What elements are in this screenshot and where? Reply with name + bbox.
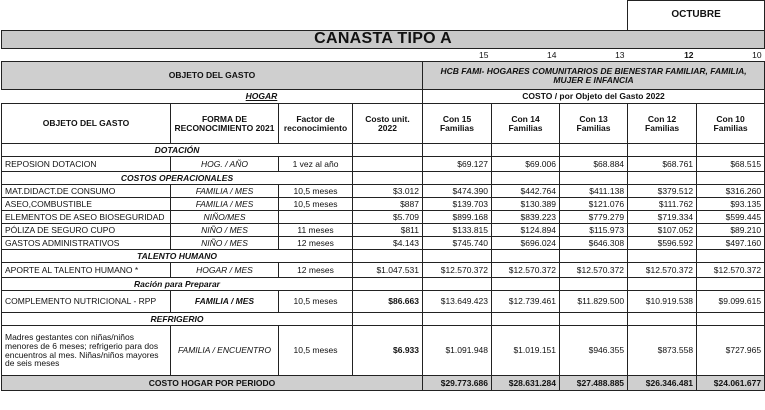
row-value: $12.570.372 <box>492 263 560 278</box>
section-title: COSTOS OPERACIONALES <box>2 172 353 185</box>
row-value: $121.076 <box>560 198 628 211</box>
table-row <box>2 211 765 224</box>
row-unit: $887 <box>353 198 423 211</box>
row-value: $719.334 <box>628 211 697 224</box>
row-value: $12.570.372 <box>628 263 697 278</box>
row-value: $115.973 <box>560 224 628 237</box>
row-value: $107.052 <box>628 224 697 237</box>
row-name: MAT.DIDACT.DE CONSUMO <box>2 185 171 198</box>
row-value: $727.965 <box>697 326 765 376</box>
row-value: $93.135 <box>697 198 765 211</box>
total-value: $27.488.885 <box>560 376 628 391</box>
row-factor: 10,5 meses <box>279 198 353 211</box>
row-forma: FAMILIA / MES <box>171 185 279 198</box>
total-value: $29.773.686 <box>423 376 492 391</box>
row-value: $779.279 <box>560 211 628 224</box>
row-value: $10.919.538 <box>628 291 697 313</box>
table-row <box>2 237 765 250</box>
row-forma: HOG. / AÑO <box>171 157 279 172</box>
row-value: $316.260 <box>697 185 765 198</box>
row-forma: NIÑO/MES <box>171 211 279 224</box>
row-value: $11.829.500 <box>560 291 628 313</box>
row-unit: $3.012 <box>353 185 423 198</box>
row-name: GASTOS ADMINISTRATIVOS <box>2 237 171 250</box>
table-row <box>2 224 765 237</box>
row-value: $68.884 <box>560 157 628 172</box>
row-value: $12.570.372 <box>697 263 765 278</box>
row-value: $696.024 <box>492 237 560 250</box>
row-value: $873.558 <box>628 326 697 376</box>
col-factor: Factor de reconocimiento <box>279 104 353 144</box>
table-row <box>2 263 765 278</box>
row-value: $111.762 <box>628 198 697 211</box>
col-families-15: Con 15 Familias <box>423 104 492 144</box>
row-factor: 12 meses <box>279 237 353 250</box>
cost-group-header: COSTO / por Objeto del Gasto 2022 <box>423 90 765 104</box>
row-value: $497.160 <box>697 237 765 250</box>
row-value: $899.168 <box>423 211 492 224</box>
row-unit <box>353 157 423 172</box>
total-value: $26.346.481 <box>628 376 697 391</box>
row-value: $12.739.461 <box>492 291 560 313</box>
row-factor <box>279 211 353 224</box>
row-name: Madres gestantes con niñas/niños menores de 6 meses; refrigerio para dos encuentros al mes. Niñas/niños mayores de seis meses <box>2 326 171 376</box>
page-title: CANASTA TIPO A <box>2 31 765 49</box>
row-value: $599.445 <box>697 211 765 224</box>
section-title: REFRIGERIO <box>2 313 353 326</box>
row-value: $646.308 <box>560 237 628 250</box>
row-value: $474.390 <box>423 185 492 198</box>
program-description: HCB FAMI- HOGARES COMUNITARIOS DE BIENESTAR FAMILIAR, FAMILIA, MUJER E INFANCIA <box>423 62 765 90</box>
row-name: APORTE AL TALENTO HUMANO * <box>2 263 171 278</box>
row-name: PÓLIZA DE SEGURO CUPO <box>2 224 171 237</box>
row-value: $1.091.948 <box>423 326 492 376</box>
family-count: 12 <box>684 49 694 60</box>
row-name: COMPLEMENTO NUTRICIONAL - RPP <box>2 291 171 313</box>
total-label: COSTO HOGAR POR PERIODO <box>2 376 423 391</box>
row-value: $139.703 <box>423 198 492 211</box>
row-value: $124.894 <box>492 224 560 237</box>
row-value: $745.740 <box>423 237 492 250</box>
col-families-10: Con 10 Familias <box>697 104 765 144</box>
row-forma: FAMILIA / ENCUENTRO <box>171 326 279 376</box>
row-forma: FAMILIA / MES <box>171 291 279 313</box>
col-forma: FORMA DE RECONOCIMIENTO 2021 <box>171 104 279 144</box>
family-count: 15 <box>479 49 489 60</box>
row-factor: 10,5 meses <box>279 326 353 376</box>
row-name: ASEO,COMBUSTIBLE <box>2 198 171 211</box>
row-value: $13.649.423 <box>423 291 492 313</box>
row-value: $596.592 <box>628 237 697 250</box>
family-count: 13 <box>615 49 625 60</box>
row-value: $411.138 <box>560 185 628 198</box>
cost-table <box>1 0 765 391</box>
row-value: $1.019.151 <box>492 326 560 376</box>
row-unit: $5.709 <box>353 211 423 224</box>
row-value: $442.764 <box>492 185 560 198</box>
row-value: $839.223 <box>492 211 560 224</box>
row-value: $12.570.372 <box>560 263 628 278</box>
row-unit: $86.663 <box>353 291 423 313</box>
row-value: $133.815 <box>423 224 492 237</box>
total-value: $24.061.677 <box>697 376 765 391</box>
col-families-12: Con 12 Familias <box>628 104 697 144</box>
col-families-13: Con 13 Familias <box>560 104 628 144</box>
table-row <box>2 291 765 313</box>
table-row <box>2 185 765 198</box>
row-name: ELEMENTOS DE ASEO BIOSEGURIDAD <box>2 211 171 224</box>
objeto-gasto-header: OBJETO DEL GASTO <box>2 62 423 90</box>
row-factor: 11 meses <box>279 224 353 237</box>
row-value: $68.515 <box>697 157 765 172</box>
section-title: DOTACIÓN <box>2 144 353 157</box>
row-value: $69.127 <box>423 157 492 172</box>
col-costo-unit: Costo unit. 2022 <box>353 104 423 144</box>
total-row <box>2 376 765 391</box>
row-factor: 1 vez al año <box>279 157 353 172</box>
table-row <box>2 326 765 376</box>
col-families-14: Con 14 Familias <box>492 104 560 144</box>
month-label: OCTUBRE <box>628 1 765 31</box>
row-factor: 10,5 meses <box>279 185 353 198</box>
col-objeto: OBJETO DEL GASTO <box>2 104 171 144</box>
row-value: $89.210 <box>697 224 765 237</box>
row-value: $379.512 <box>628 185 697 198</box>
row-forma: NIÑO / MES <box>171 237 279 250</box>
row-value: $69.006 <box>492 157 560 172</box>
row-name: REPOSION DOTACION <box>2 157 171 172</box>
section-title: Ración para Preparar <box>2 278 353 291</box>
hogar-header: HOGAR <box>245 91 278 102</box>
row-value: $68.761 <box>628 157 697 172</box>
row-value: $12.570.372 <box>423 263 492 278</box>
row-value: $946.355 <box>560 326 628 376</box>
row-unit: $4.143 <box>353 237 423 250</box>
family-count: 14 <box>547 49 557 60</box>
row-value: $9.099.615 <box>697 291 765 313</box>
row-unit: $1.047.531 <box>353 263 423 278</box>
row-forma: HOGAR / MES <box>171 263 279 278</box>
row-forma: NIÑO / MES <box>171 224 279 237</box>
row-unit: $6.933 <box>353 326 423 376</box>
row-unit: $811 <box>353 224 423 237</box>
row-factor: 10,5 meses <box>279 291 353 313</box>
section-title: TALENTO HUMANO <box>2 250 353 263</box>
family-count: 10 <box>752 49 762 60</box>
table-row <box>2 198 765 211</box>
total-value: $28.631.284 <box>492 376 560 391</box>
table-row <box>2 157 765 172</box>
row-value: $130.389 <box>492 198 560 211</box>
row-forma: FAMILIA / MES <box>171 198 279 211</box>
row-factor: 12 meses <box>279 263 353 278</box>
